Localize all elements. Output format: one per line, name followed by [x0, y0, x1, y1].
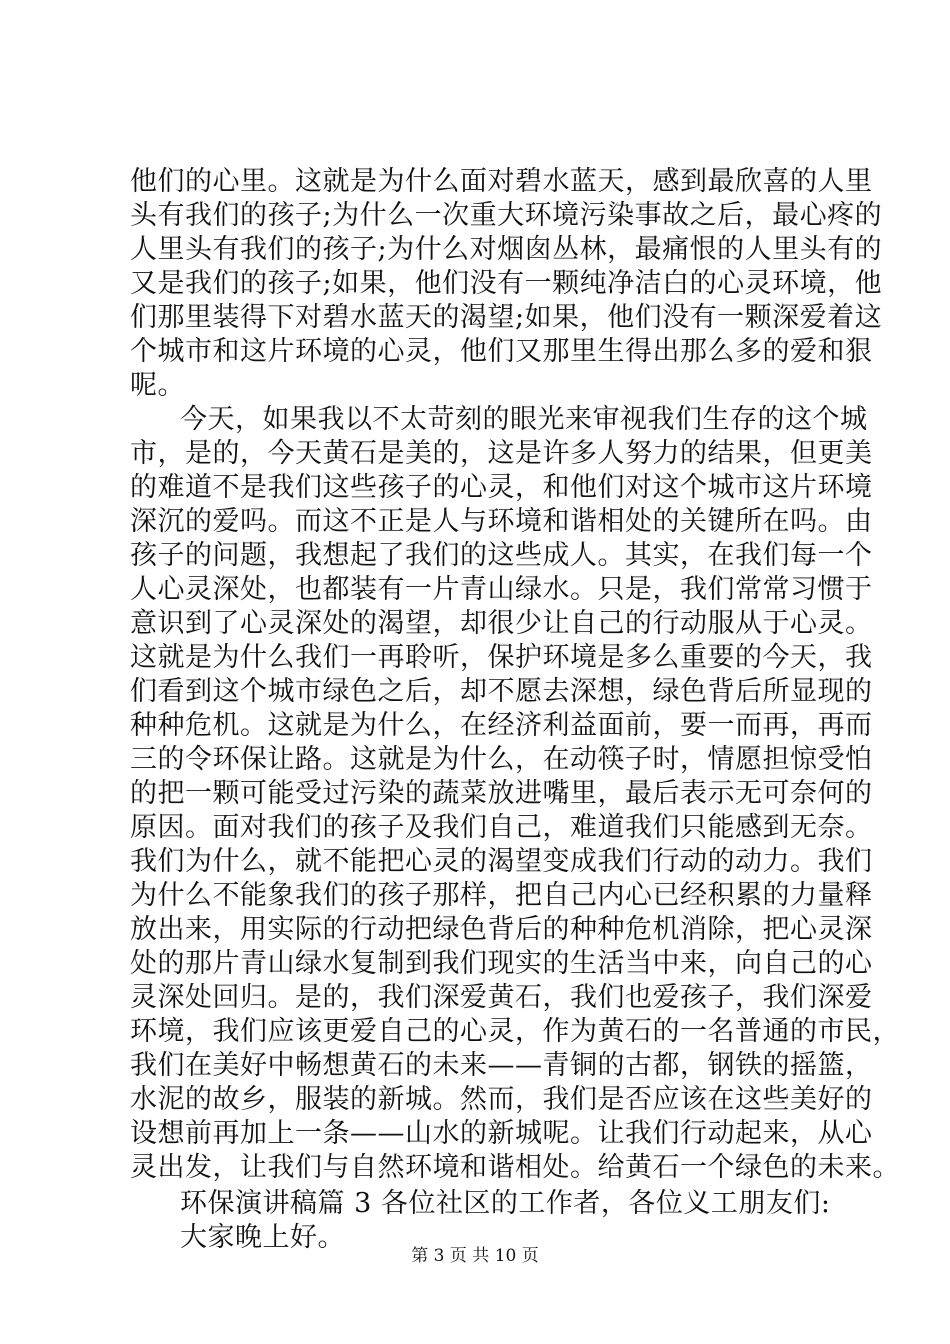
- text-line: 水泥的故乡，服装的新城。然而，我们是否应该在这些美好的: [130, 1084, 873, 1115]
- text-line: 设想前再加上一条——山水的新城呢。让我们行动起来，从心: [130, 1118, 873, 1149]
- text-line: 人里头有我们的孩子;为什么对烟囱丛林，最痛恨的人里头有的: [130, 234, 883, 265]
- text-line: 放出来，用实际的行动把绿色背后的种种危机消除，把心灵深: [130, 914, 873, 945]
- text-line: 的把一颗可能受过污染的蔬菜放进嘴里，最后表示无可奈何的: [130, 778, 873, 809]
- text-line: 灵深处回归。是的，我们深爱黄石，我们也爱孩子，我们深爱: [130, 982, 873, 1013]
- text-line: 的难道不是我们这些孩子的心灵，和他们对这个城市这片环境: [130, 472, 873, 503]
- text-line: 意识到了心灵深处的渴望，却很少让自己的行动服从于心灵。: [130, 608, 873, 639]
- text-line: 们看到这个城市绿色之后，却不愿去深想，绿色背后所显现的: [130, 676, 873, 707]
- text-line: 环境，我们应该更爱自己的心灵，作为黄石的一名普通的市民，: [130, 1016, 900, 1047]
- text-line: 头有我们的孩子;为什么一次重大环境污染事故之后，最心疼的: [130, 200, 883, 231]
- text-line: 他们的心里。这就是为什么面对碧水蓝天，感到最欣喜的人里: [130, 166, 873, 197]
- greeting-line: 大家晚上好。: [180, 1222, 345, 1253]
- text-line: 人心灵深处，也都装有一片青山绿水。只是，我们常常习惯于: [130, 574, 873, 605]
- text-line: 三的令环保让路。这就是为什么，在动筷子时，情愿担惊受怕: [130, 744, 873, 775]
- text-line: 们那里装得下对碧水蓝天的渴望;如果，他们没有一颗深爱着这: [130, 302, 883, 333]
- page-number-footer: 第 3 页 共 10 页: [411, 1246, 539, 1266]
- text-line: 又是我们的孩子;如果，他们没有一颗纯净洁白的心灵环境，他: [130, 268, 883, 299]
- paragraph-first-line: 今天，如果我以不太苛刻的眼光来审视我们生存的这个城: [180, 404, 868, 435]
- text-line: 这就是为什么我们一再聆听，保护环境是多么重要的今天，我: [130, 642, 873, 673]
- text-line: 我们为什么，就不能把心灵的渴望变成我们行动的动力。我们: [130, 846, 873, 877]
- text-line: 种种危机。这就是为什么，在经济利益面前，要一而再，再而: [130, 710, 873, 741]
- text-line: 处的那片青山绿水复制到我们现实的生活当中来，向自己的心: [130, 948, 873, 979]
- text-line: 市，是的，今天黄石是美的，这是许多人努力的结果，但更美: [130, 438, 873, 469]
- text-line: 深沉的爱吗。而这不正是人与环境和谐相处的关键所在吗。由: [130, 506, 873, 537]
- text-line: 灵出发，让我们与自然环境和谐相处。给黄石一个绿色的未来。: [130, 1152, 900, 1183]
- text-line: 原因。面对我们的孩子及我们自己，难道我们只能感到无奈。: [130, 812, 873, 843]
- section-heading-line: 环保演讲稿篇 3 各位社区的工作者，各位义工朋友们:: [180, 1188, 831, 1219]
- text-line: 为什么不能象我们的孩子那样，把自己内心已经积累的力量释: [130, 880, 873, 911]
- text-line: 个城市和这片环境的心灵，他们又那里生得出那么多的爱和狠: [130, 336, 873, 367]
- text-line: 我们在美好中畅想黄石的未来——青铜的古都，钢铁的摇篮，: [130, 1050, 873, 1081]
- text-line: 孩子的问题，我想起了我们的这些成人。其实，在我们每一个: [130, 540, 873, 571]
- text-line: 呢。: [130, 370, 185, 401]
